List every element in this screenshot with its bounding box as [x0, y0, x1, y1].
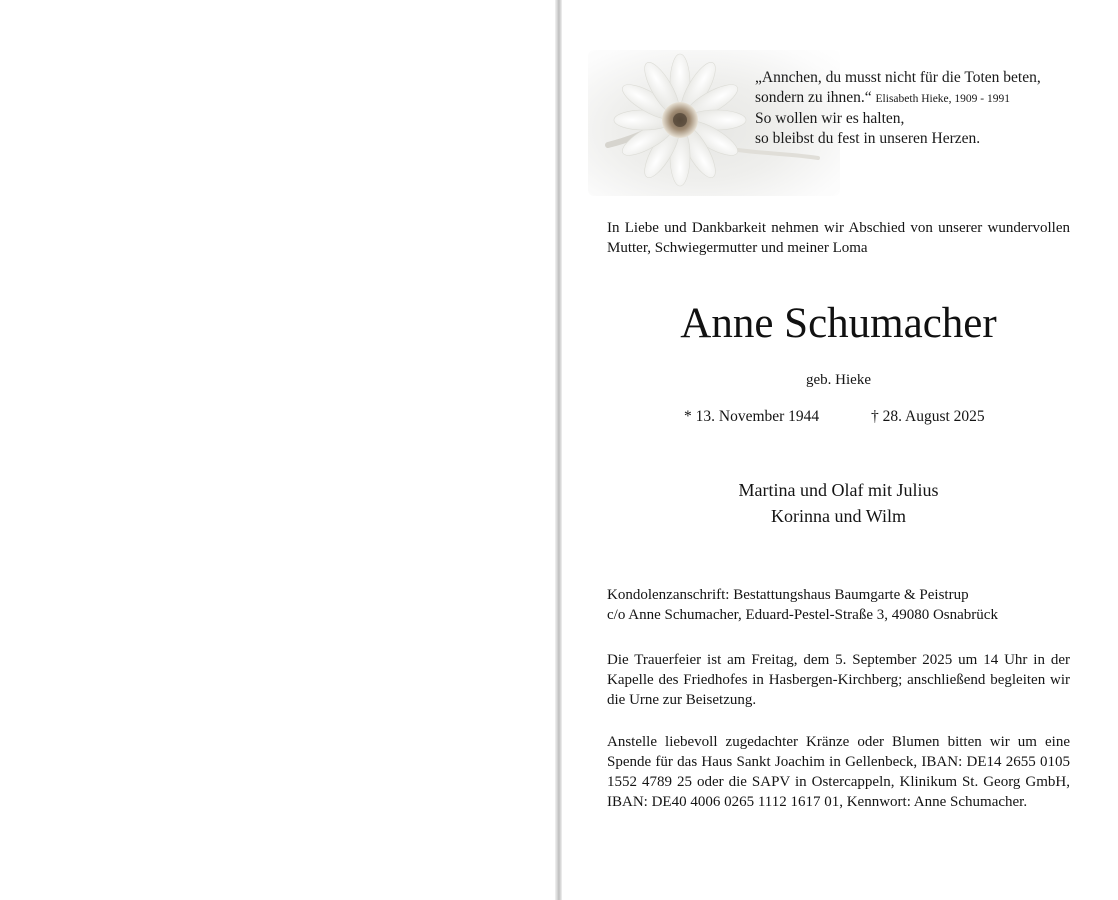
donation-request: Anstelle liebevoll zugedachter Kränze oder Blumen bitten wir um eine Spende für das Haus Sankt Joachim in Gellenbeck, IBAN: DE14 2655 0105 1552 4789 25 oder die SAPV in Ostercappeln, Klinikum St. Georg GmbH, IBAN: DE40 4006 0265 1112 1617 01, Kennwort: Anne Schumacher. — [607, 734, 1070, 810]
condolence-address — [607, 585, 1070, 625]
page-gutter — [555, 0, 562, 900]
quote-line-2-text: sondern zu ihnen.“ — [755, 88, 872, 106]
maiden-name: geb. Hieke — [806, 372, 871, 388]
death-date: † 28. August 2025 — [871, 408, 985, 425]
quote-attribution: Elisabeth Hieke, 1909 - 1991 — [875, 92, 1010, 105]
left-page — [0, 0, 556, 900]
quote-line-1: „Annchen, du musst nicht für die Toten beten, — [755, 69, 1041, 86]
quote-line-3: So wollen wir es halten, — [755, 110, 905, 127]
farewell-intro: In Liebe und Dankbarkeit nehmen wir Abschied von unserer wundervollen Mutter, Schwiegermutter und meiner Loma — [607, 220, 1070, 256]
quote-line-4: so bleibst du fest in unseren Herzen. — [755, 129, 981, 147]
deceased-name: Anne Schumacher — [680, 300, 997, 347]
birth-date: * 13. November 1944 — [684, 408, 820, 425]
memorial-quote — [755, 68, 1075, 148]
quote-line-2 — [755, 88, 1075, 110]
condolence-line-2: c/o Anne Schumacher, Eduard-Pestel-Straße 3, 49080 Osnabrück — [607, 607, 998, 623]
ceremony-info: Die Trauerfeier ist am Freitag, dem 5. September 2025 um 14 Uhr in der Kapelle des Friedhofes in Hasbergen-Kirchberg; anschließend begleiten wir die Urne zur Beisetzung. — [607, 652, 1070, 708]
mourners-line-1: Martina und Olaf mit Julius — [738, 480, 939, 500]
condolence-line-1: Kondolenzanschrift: Bestattungshaus Baumgarte & Peistrup — [607, 587, 969, 603]
mourners-line-2: Korinna und Wilm — [771, 506, 906, 526]
mourners-list — [607, 477, 1070, 529]
